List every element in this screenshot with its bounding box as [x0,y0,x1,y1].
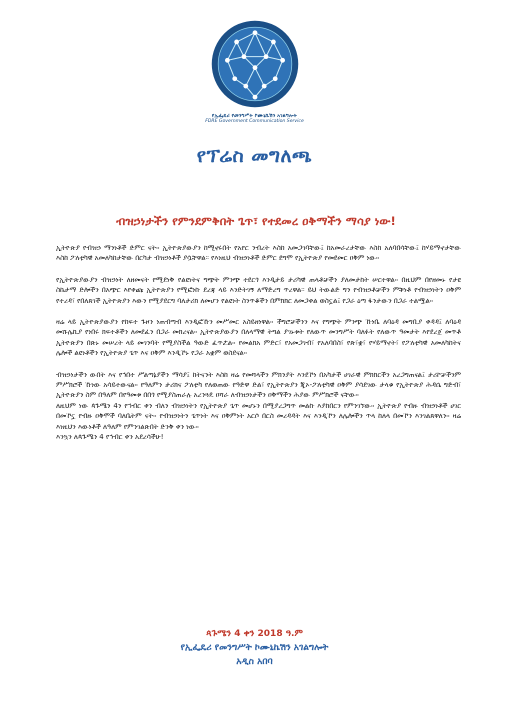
paragraph-2: የኢትዮጵያውያን ብዝኃነት ለዘመናት የሚደነቅ የልዩነትና ግጭት ምንጭ ተደርጎ እንዲታይ ታሪካዊ ጠላቶቻችን ያለመታከት ሠርተዋል፡፡ በዚህም በየዘመኑ የታዩ ስኬታማ ድሎችን በአጭር እየቀጩ ኢትዮጵያን የሚፎነኩ ደረጃ ላይ እንድትገኝ ለማድረግ ጥረዋል። ይህ ትውልድ ግን የብዝኃቶቻችን ምቹነቶ የብዝኃነትን ዐቅም የተረዳ፣ የበለጸገች ኢትዮጵያን እውን የሚያደርግ ባለታሪክ ለመሆን የልዩነት ስንጥቆችን በምክክር ለመጋቀል ወስኗል፤ የጋራ ዕጣ ፋንታውን በጋራ ተልሟል፡፡ [56,275,461,305]
paragraph-1: ኢትዮጵያ የብዝኃ ማንነቶች ድምር ናት፡፡ ኢትዮጵያውያን ከሚኖሩበት የአየር ንብረት እስከ አመጋገባቸው፤ ከአመራረታቸው እስከ አለባበሳቸው፤ ከሃይማኖታቸው እስከ ፖለቲካዊ አመለካከታቸው በርካታ ብዝኃነቶች ያሷቸዋል። የእነዚህ ብዝኃነቶች ድምር ደግሞ የኢትዮጵያ የመደመር ዐቅም ነው፡፡ [56,244,461,263]
logo-node [252,95,257,100]
signature-date: ጳጉሜን 4 ቀን 2018 ዓ.ም [206,629,303,639]
paragraph-3: ዛሬ ላይ ኢትዮጵያውያን የከፍተ ጉዞን ነጠብጣብ እንዲፎኹን መሥመር አስይዘነዋል፡፡ ችግሮቻችንን እና የግጭት ምንጭ ኹነቤ ለባዕዳ መግቢያ ቀዳዳ፤ ለባዕዳ መሹሌኪያ የነበሩ ክፍተቶችን ለመደፈን በጋራ መክረናል፡፡ ኢትዮጵያውያን በለላማዊ ትግል ያገኑቱት የለውጥ መንግሥት ባለፉት የለውጥ ዓመታት እየደረጀ መጥቶ ኢትዮጵያን በጽኑ መሠረት ላይ መገንባት የሚያስችል ዓውድ ፈጥሯል፡፡ የመልክአ ምድር፣ የአመጋገብ፣ የአለባበስ፣ የጽ፣ቋ፣ የሃይማኖት፣ የፖለቲካዊ አመለካከትና ሌሎች ልዩነቶችን የኢትዮጵያ ጌጥ እና ዐቅም እንዲኾኑ የጋራ አቋም ወስደናል፡፡ [56,318,461,358]
org-name-amharic: የኢፌዴሪ የመንግሥት ኮሙኒኬሽን አገልግሎት [211,113,298,119]
logo-node [225,58,230,63]
paragraph-5: ለዚህም ነው ጳጉሜን 4ን የኅብር ቀን ብለን ብዝኃነትን የኢትዮጵያ ጌጥ መሆኑን በሚያረጋግጥ መልኩ እያከበርን የምንገኘው፡፡ ኢትዮጵያ የብዙ ብዝኃነቶች ሀገር በመኾኗ የብዙ ዐቅሞች ባለቤትም ናት፡፡ የብዝኃነትን ጌጥነት እና ዐቅምነት አርሶ በርስ መረዳዳት እና እንዲኾን ለሌሎችን ጥላ ከለላ በመኾን እንገልጸዋለን፡፡ ዛሬ እነዚህን እውነቶች ለዓለም የምንገልጽበት ድንቅ ቀን ነው፡፡ [56,401,461,431]
signature-city: አዲስ አበባ [236,657,273,667]
logo-node [241,54,246,59]
signature-block [0,627,509,669]
logo-node [234,40,239,45]
paragraph-4: ብዝኃነታችን ውበት እና የኅበተ ሥልጣኔያችን ማሳያ፤ ከትናንት እስከ ዛሬ የመሻላችን ምክንያት እንደኾነ በአካታች ሀገራዊ ምክክርችን አረጋግጠናል፤ ታሪኮቻችንም ምሥክሮች ኹነው አሳይተውናል፡፡ የዓለምን ታሪክና ፖለቲካ የለወጠው የዓድዋ ድል፣ የኢትዮጵያን ጂኦ-ፖለቲካዊ ዐቅም ያሳደገው ታላቁ የኢትዮጵያ ሕዳሴ ግድብ፣ ኢትዮጵያን ስም በዓለም በየዓመቱ በበጎ የሚያስጠራሉ አረንጓዴ ዐሻራ ለብዝኃነታችን ዐቅማችን ሕያው ምሥክሮች ናቸው፡፡ [56,370,461,400]
network-globe-logo-icon [209,18,301,110]
closing-greeting: እንኳን ለጳጉሜን 4 የኅብር ቀን አደረሳችሁ! [56,433,164,442]
logo-node [252,65,257,70]
headline: ብዝኃነታችን የምንደምቅበት ጌጥ፣ የተደመረ ዐቅማችን ማሳያ ነው! [116,214,396,228]
logo-node [261,84,266,89]
logo-node [232,76,237,81]
signature-org: የኢፌዴሪ የመንግሥት ኮሙኒኬሽን አገልግሎት [180,643,329,653]
org-name-english: FDRE Government Communication Service [205,119,304,124]
logo-node [252,30,257,35]
page-title: የፕሬስ መግለጫ [196,145,313,167]
logo-node [280,58,285,63]
body-text [56,243,461,443]
logo-node [243,84,248,89]
header-logo [0,18,509,124]
logo-node [272,76,277,81]
logo-node [271,40,276,45]
logo-node [263,54,268,59]
